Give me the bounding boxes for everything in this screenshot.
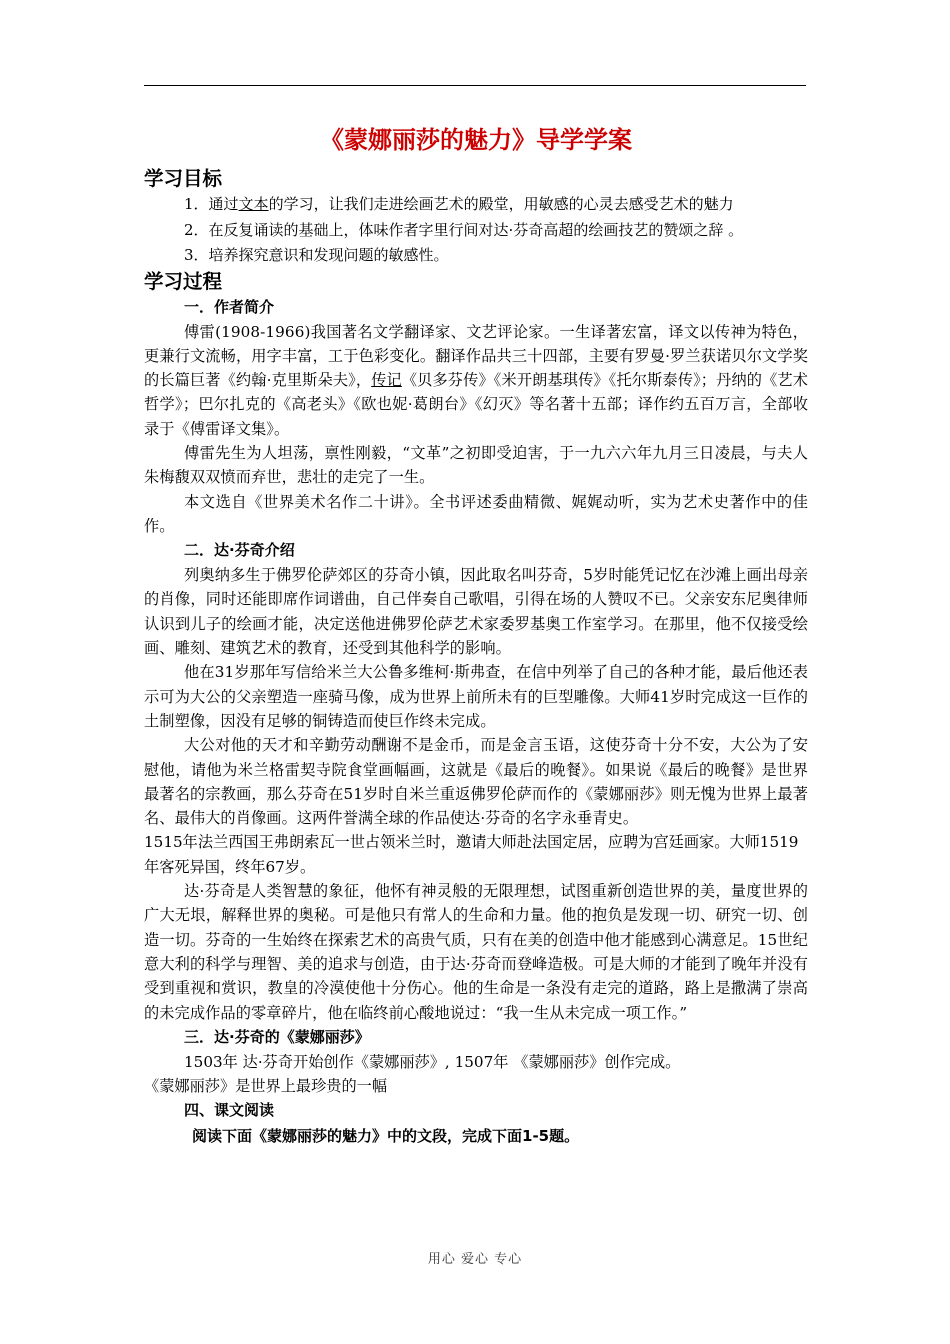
monalisa-dates: 1503年 达·芬奇开始创作《蒙娜丽莎》, 1507年 《蒙娜丽莎》创作完成。: [184, 1052, 681, 1071]
text-link[interactable]: 文本: [238, 195, 269, 213]
paragraph-source: 本文选自《世界美术名作二十讲》。全书评述委曲精微、娓娓动听，实为艺术史著作中的佳作。: [144, 492, 808, 535]
subheading-monalisa: 三．达·芬奇的《蒙娜丽莎》: [184, 1027, 370, 1046]
biography-link[interactable]: 传记: [371, 371, 402, 390]
monalisa-note: 《蒙娜丽莎》是世界上最珍贵的一幅: [144, 1077, 387, 1096]
paragraph-davinci-milan: 他在31岁那年写信给米兰大公鲁多维柯·斯弗查，在信中列举了自己的各种才能，最后他还表示可为大公的父亲塑造一座骑马像，成为世界上前所未有的巨型雕像。大师41岁时完成这一巨作的土制塑像，因没有足够的铜铸造而使巨作终未完成。: [144, 663, 808, 730]
subheading-reading: 四、课文阅读: [184, 1101, 275, 1120]
paragraph-author-life: 傅雷先生为人坦荡，禀性刚毅，“文革”之初即受迫害，于一九六六年九月三日凌晨，与夫人朱梅馥双双愤而弃世，悲壮的走完了一生。: [144, 443, 808, 487]
goal-text: 的学习，让我们走进绘画艺术的殿堂，用敏感的心灵去感受艺术的魅力: [268, 195, 734, 213]
goal-item-3: 3．培养探究意识和发现问题的敏感性。: [184, 246, 449, 264]
section-heading-process: 学习过程: [144, 269, 223, 293]
header-rule: [144, 85, 806, 86]
goal-item-1: [144, 192, 808, 218]
page-footer: 用心 爱心 专心: [427, 1252, 523, 1267]
subheading-author: 一．作者简介: [184, 297, 275, 316]
section-heading-goals: 学习目标: [144, 167, 223, 190]
paragraph-text: 《贝多芬传》《米开朗基琪传》《托尔斯泰传》；丹纳的《艺术哲学》；巴尔扎克的《高老头》《欧也妮·葛朗台》《幻灭》等名著十五部；译作约五百万言，全部收录于《傅雷译文集》。: [144, 371, 809, 438]
paragraph-davinci-early: 列奥纳多生于佛罗伦萨郊区的芬奇小镇，因此取名叫芬奇，5岁时能凭记忆在沙滩上画出母亲的肖像，同时还能即席作词谱曲，自己伴奏自己歌唱，引得在场的人赞叹不已。父亲安东尼奥律师认识到儿子的绘画才能，决定送他进佛罗伦萨艺术家委罗基奥工作室学习。在那里，他不仅接受绘画、雕刻、建筑艺术的教育，还受到其他科学的影响。: [144, 566, 808, 658]
paragraph-davinci-legacy: 达·芬奇是人类智慧的象征，他怀有神灵般的无限理想，试图重新创造世界的美，量度世界的广大无垠，解释世界的奥秘。可是他只有常人的生命和力量。他的抱负是发现一切、研究一切、创造一切。芬奇的一生始终在探索艺术的高贵气质，只有在美的创造中他才能感到心满意足。15世纪意大利的科学与理智、美的追求与创造，由于达·芬奇而登峰造极。可是大师的才能到了晚年并没有受到重视和赏识，教皇的冷漠使他十分伤心。他的生命是一条没有走完的道路，路上是撒满了崇高的未完成作品的零章碎片，他在临终前心酸地说过：“我一生从未完成一项工作。”: [144, 882, 808, 1022]
document-title: 《蒙娜丽莎的魅力》导学学案: [320, 126, 632, 154]
paragraph-davinci-works: 大公对他的天才和辛勤劳动酬谢不是金币，而是金言玉语，这使芬奇十分不安，大公为了安慰他，请他为米兰格雷契寺院食堂画幅画，这就是《最后的晚餐》。如果说《最后的晚餐》是世界最著名的宗教画，那么芬奇在51岁时自米兰重返佛罗伦萨而作的《蒙娜丽莎》则无愧为世界上最著名、最伟大的肖像画。这两件誉满全球的作品使达·芬奇的名字永垂青史。: [144, 736, 808, 828]
subheading-davinci: 二．达·芬奇介绍: [184, 541, 295, 560]
goal-text: 1．通过: [184, 195, 239, 213]
reading-instruction: 阅读下面《蒙娜丽莎的魅力》中的文段，完成下面1-5题。: [192, 1127, 580, 1146]
paragraph-text: 傅雷(1908-1966)我国著名文学翻译家、文艺评论家。一生译著宏富，译文以传神为特色，更兼行文流畅，用字丰富，工于色彩变化。翻译作品共三十四部，主要有罗曼·罗兰获诺贝尔文学奖的长篇巨著《约翰·克里斯朵夫》，: [144, 322, 808, 390]
document-page: [144, 120, 808, 1149]
paragraph-davinci-france: 1515年法兰西国王弗朗索瓦一世占领米兰时，邀请大师赴法国定居，应聘为宫廷画家。大师1519年客死异国，终年67岁。: [144, 833, 799, 876]
paragraph-author-bio: [144, 320, 808, 441]
goal-item-2: 2．在反复诵读的基础上，体味作者字里行间对达·芬奇高超的绘画技艺的赞颂之辞 。: [184, 220, 744, 239]
